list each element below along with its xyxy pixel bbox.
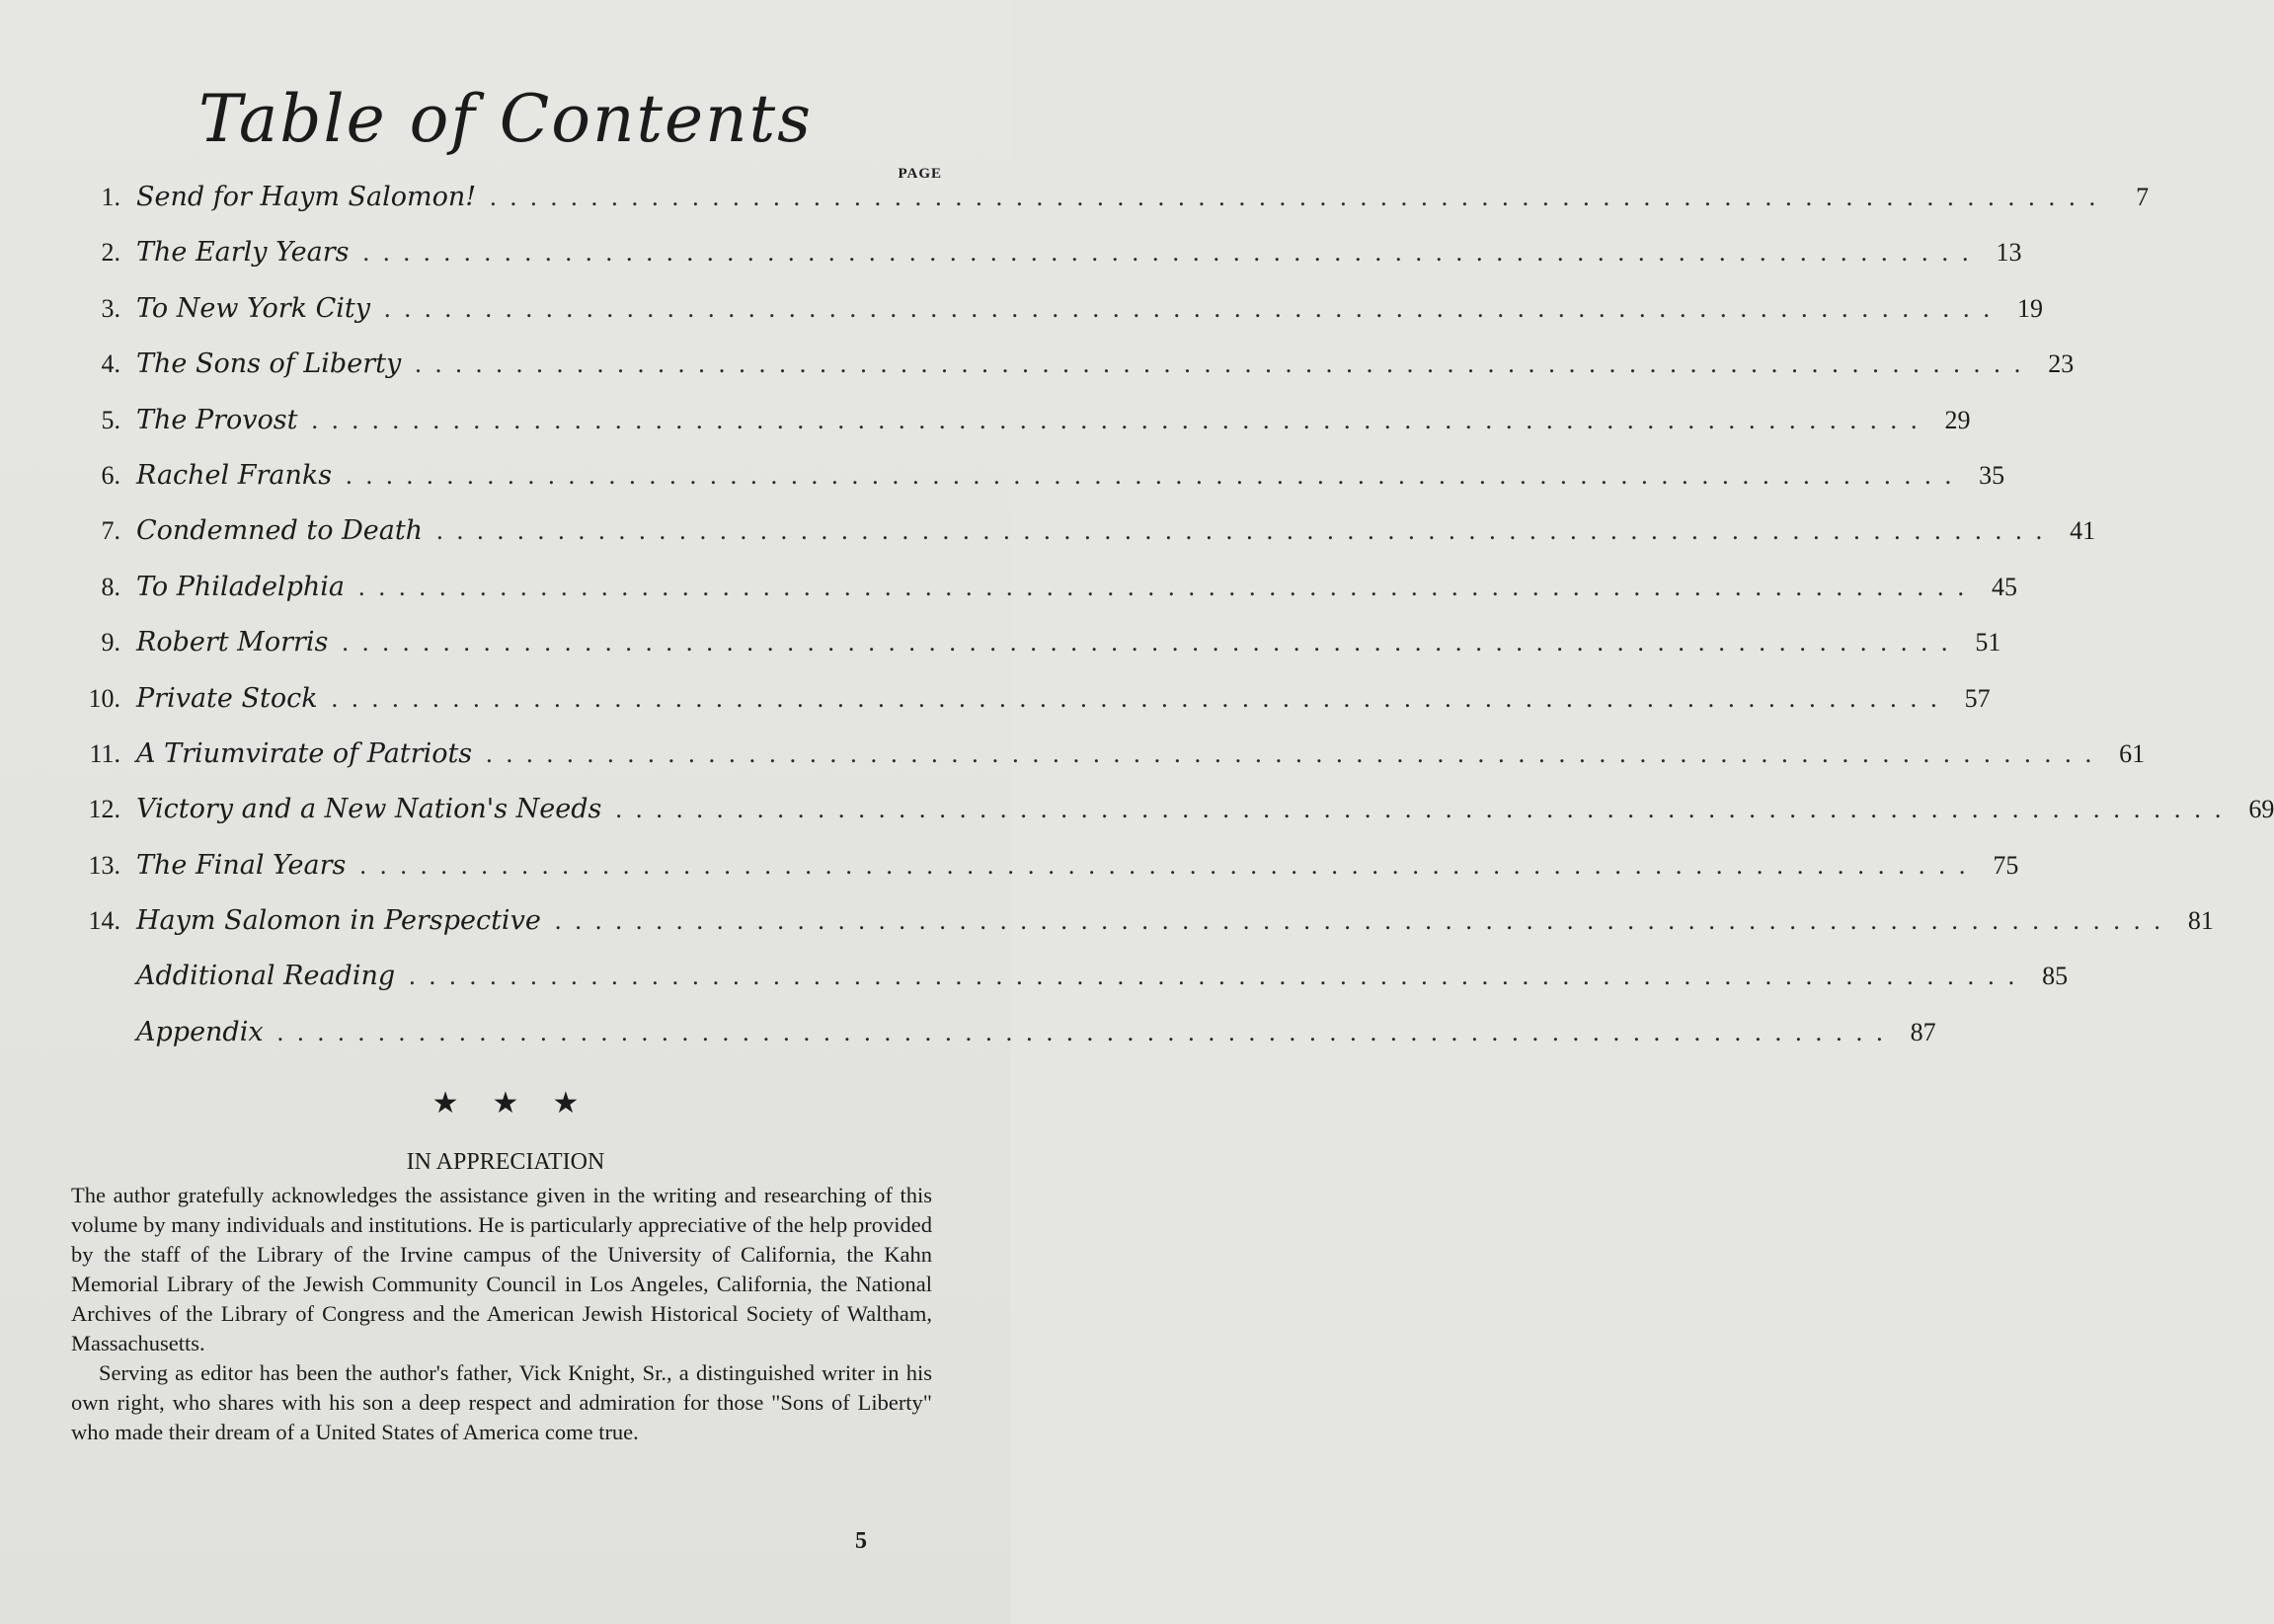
toc-entry-page: 19	[2017, 293, 2044, 323]
toc-entry	[67, 961, 2069, 1016]
toc-entry-number: 12.	[88, 795, 120, 824]
toc-entry-page: 23	[2048, 349, 2075, 379]
toc-entry	[67, 404, 1971, 460]
dot-leader: ................................................................................	[615, 795, 2235, 824]
toc-entry	[67, 571, 2017, 627]
toc-entry-page: 13	[1996, 238, 2022, 268]
dot-leader: ................................................................................	[384, 293, 2004, 323]
toc-entry-title: Additional Reading	[136, 961, 396, 992]
toc-entry-number: 10.	[88, 683, 120, 713]
dot-leader: ................................................................................	[362, 238, 1983, 268]
appreciation-body	[71, 1181, 932, 1447]
toc-entry-page: 75	[1993, 850, 2019, 880]
toc-entry-title: Haym Salomon in Perspective	[136, 905, 541, 937]
toc-entry-number: 3.	[101, 293, 120, 323]
page-column-label: PAGE	[898, 166, 942, 182]
toc-entry	[67, 237, 2022, 292]
toc-entry-title: Rachel Franks	[136, 459, 333, 491]
toc-entry-number: 2.	[101, 238, 120, 268]
dot-leader: ................................................................................	[486, 738, 2106, 768]
appreciation-heading: IN APPRECIATION	[406, 1149, 605, 1175]
toc-entry-number: 13.	[88, 850, 120, 880]
toc-entry-number: 14.	[88, 906, 120, 936]
dot-leader: ................................................................................	[415, 349, 2035, 379]
toc-entry-page: 45	[1991, 572, 2017, 601]
toc-entry-number: 1.	[101, 183, 120, 211]
dot-leader: ................................................................................	[359, 850, 1980, 880]
toc-entry-number: 6.	[101, 460, 120, 490]
dot-leader: ................................................................................	[331, 683, 1951, 713]
dot-leader: ................................................................................	[357, 572, 1978, 601]
toc-entry-title: The Final Years	[136, 849, 347, 881]
toc-entry-title: A Triumvirate of Patriots	[136, 737, 473, 769]
toc-entry-page: 81	[2187, 906, 2214, 936]
toc-entry-number: 4.	[101, 349, 120, 379]
toc-entry	[67, 682, 1991, 738]
toc-entry-title: To New York City	[136, 292, 371, 324]
appreciation-paragraph: Serving as editor has been the author's father, Vick Knight, Sr., a distinguished writer in his own right, who shares with his son a deep respect and admiration for those "Sons of Liberty" who made their dream of a United States of America come true.	[71, 1360, 932, 1444]
toc-entry-title: Condemned to Death	[136, 515, 424, 547]
dot-leader: ................................................................................	[276, 1017, 1897, 1046]
toc-entry	[67, 794, 2274, 849]
toc-entry-number: 8.	[101, 572, 120, 601]
toc-entry	[67, 905, 2214, 961]
toc-entry-number: 5.	[101, 405, 120, 434]
toc-entry	[67, 849, 2019, 905]
toc-entry	[67, 348, 2075, 404]
appreciation-paragraph: The author gratefully acknowledges the assistance given in the writing and researching of this volume by many individuals and institutions. He is particularly appreciative of the help provided by the staff of the Library of the Irvine campus of the University of California, the Kahn Memorial Library of the Jewish Community Council in Los Angeles, California, the National Archives of the Library of Congress and the American Jewish Historical Society of Waltham, Massachusetts.	[71, 1183, 932, 1355]
toc-entry-title: The Early Years	[136, 237, 350, 269]
toc-entry-page: 7	[2136, 183, 2150, 211]
toc-entry-title: The Sons of Liberty	[136, 348, 402, 380]
toc-entry-page: 29	[1944, 405, 1971, 434]
toc-entry-page: 41	[2070, 516, 2096, 546]
toc-entry-page: 85	[2042, 962, 2069, 991]
toc-entry	[67, 515, 2096, 571]
toc-entry	[67, 459, 2005, 515]
dot-leader: ................................................................................	[490, 183, 2110, 211]
dot-leader: ................................................................................	[409, 962, 2029, 991]
toc-entry-page: 57	[1964, 683, 1991, 713]
toc-entry-page: 69	[2248, 795, 2274, 824]
toc-entry-number: 11.	[89, 738, 120, 768]
dot-leader: ................................................................................	[346, 460, 1966, 490]
toc-entry-number: 7.	[101, 516, 120, 546]
toc-entry	[67, 182, 2150, 237]
toc-entry	[67, 627, 2001, 682]
toc-entry-page: 35	[1979, 460, 2005, 490]
page-number: 5	[855, 1528, 867, 1554]
toc-entry-title: Robert Morris	[136, 627, 329, 658]
table-of-contents	[67, 182, 2274, 1072]
toc-entry-title: Victory and a New Nation's Needs	[136, 794, 602, 825]
dot-leader: ................................................................................	[342, 628, 1962, 657]
dot-leader: ................................................................................	[554, 906, 2174, 936]
toc-entry	[67, 292, 2044, 348]
toc-entry-page: 51	[1975, 628, 2001, 657]
toc-entry-title: Appendix	[136, 1016, 264, 1047]
toc-entry-number: 9.	[101, 628, 120, 657]
dot-leader: ................................................................................	[436, 516, 2057, 546]
toc-entry-title: Send for Haym Salomon!	[136, 182, 477, 212]
toc-entry-title: The Provost	[136, 404, 298, 435]
toc-entry-page: 87	[1910, 1017, 1936, 1046]
star-divider: ★★★	[431, 1086, 613, 1121]
toc-entry	[67, 737, 2146, 794]
toc-entry-page: 61	[2119, 738, 2146, 768]
toc-entry	[67, 1016, 1936, 1072]
page-title: Table of Contents	[197, 81, 813, 157]
toc-entry-title: To Philadelphia	[136, 571, 345, 602]
dot-leader: ................................................................................	[311, 405, 1931, 434]
toc-entry-title: Private Stock	[136, 682, 318, 714]
